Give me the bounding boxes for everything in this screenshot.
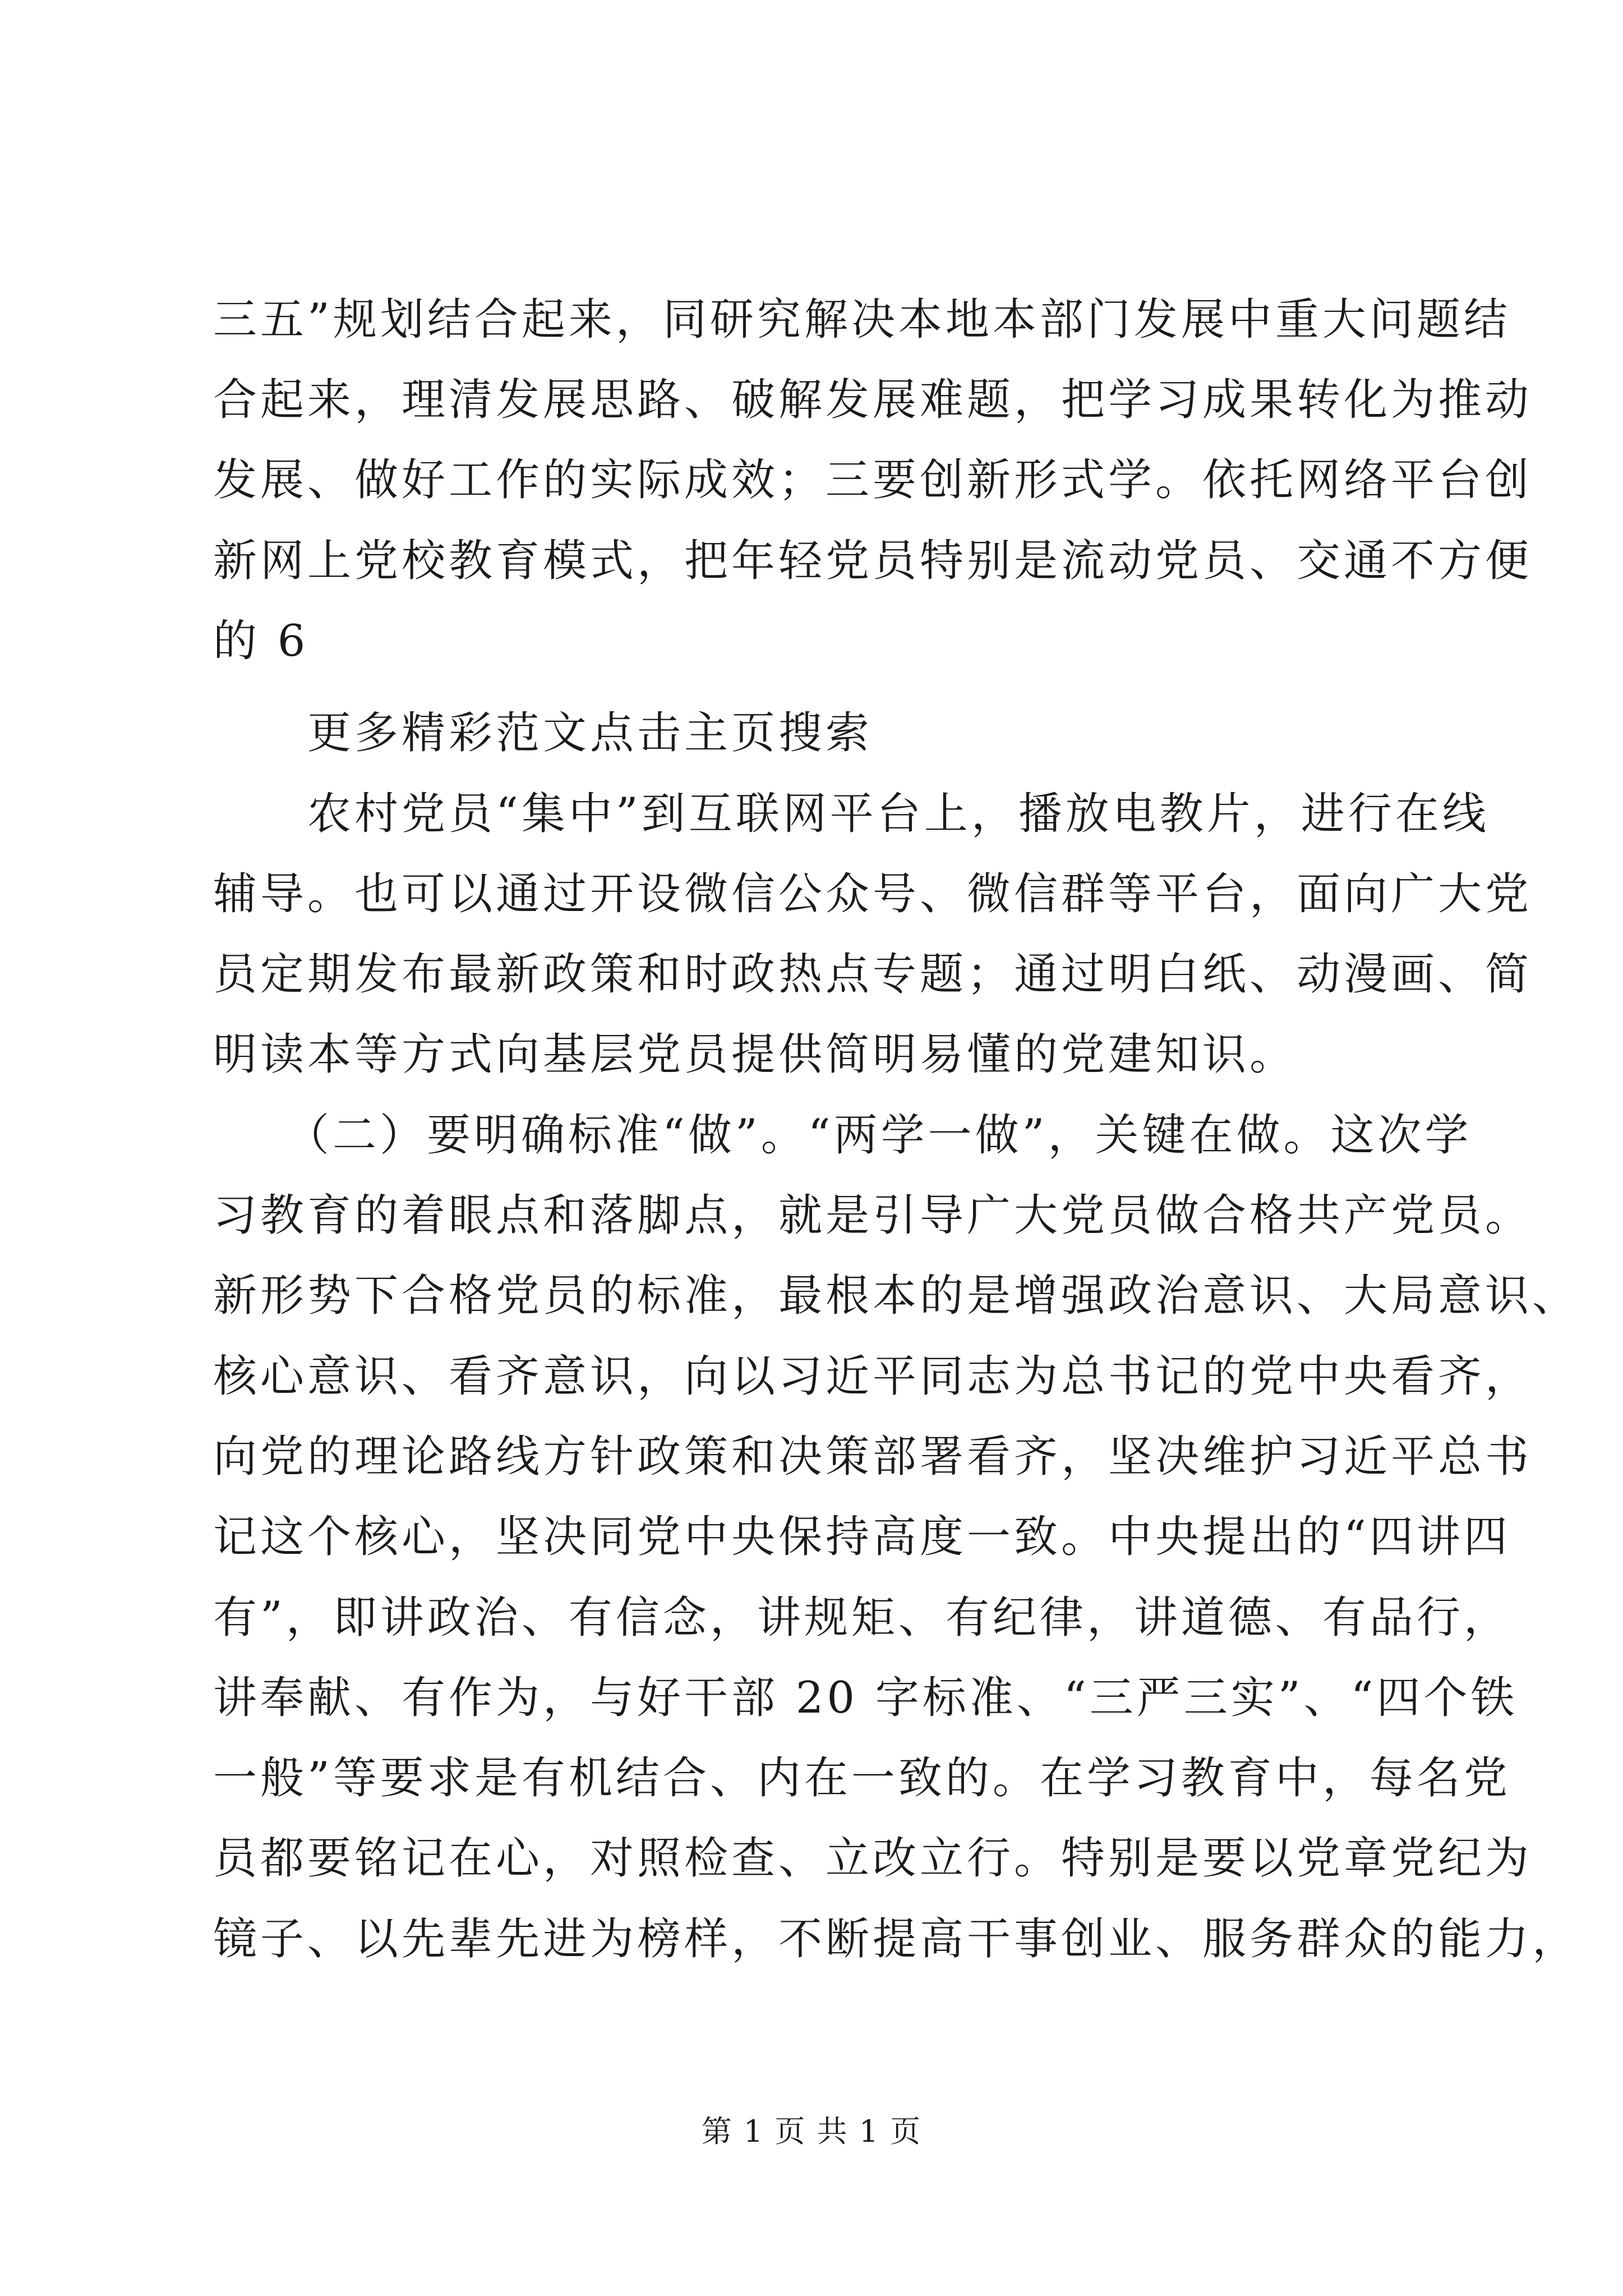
text-line: 习教育的着眼点和落脚点，就是引导广大党员做合格共产党员。 — [213, 1190, 1533, 1241]
text-line: 更多精彩范文点击主页搜索 — [213, 708, 873, 758]
text-line: 向党的理论路线方针政策和决策部署看齐，坚决维护习近平总书 — [213, 1432, 1533, 1482]
text-line: 一般”等要求是有机结合、内在一致的。在学习教育中，每名党 — [213, 1753, 1511, 1803]
text-line: 明读本等方式向基层党员提供简明易懂的党建知识。 — [213, 1029, 1297, 1080]
text-line: 记这个核心，坚决同党中央保持高度一致。中央提出的“四讲四 — [213, 1512, 1511, 1562]
text-line: 有”，即讲政治、有信念，讲规矩、有纪律，讲道德、有品行， — [213, 1593, 1511, 1643]
text-line: （二）要明确标准“做”。“两学一做”，关键在做。这次学 — [213, 1110, 1472, 1161]
text-line: 镜子、以先辈先进为榜样，不断提高干事创业、服务群众的能力， — [213, 1914, 1580, 1964]
text-line: 核心意识、看齐意识，向以习近平同志为总书记的党中央看齐， — [213, 1351, 1533, 1402]
text-line: 辅导。也可以通过开设微信公众号、微信群等平台，面向广大党 — [213, 869, 1533, 919]
text-line: 员定期发布最新政策和时政热点专题；通过明白纸、动漫画、简 — [213, 949, 1533, 1000]
page-number-footer: 第 1 页 共 1 页 — [701, 2114, 922, 2149]
text-line: 的 6 — [213, 616, 309, 666]
text-line: 农村党员“集中”到互联网平台上，播放电教片，进行在线 — [213, 789, 1490, 839]
text-line: 发展、做好工作的实际成效；三要创新形式学。依托网络平台创 — [213, 455, 1533, 505]
text-line: 讲奉献、有作为，与好干部 20 字标准、“三严三实”、“四个铁 — [213, 1673, 1518, 1723]
text-line: 新网上党校教育模式，把年轻党员特别是流动党员、交通不方便 — [213, 536, 1533, 586]
text-line: 三五”规划结合起来，同研究解决本地本部门发展中重大问题结 — [213, 295, 1511, 345]
text-line: 新形势下合格党员的标准，最根本的是增强政治意识、大局意识、 — [213, 1271, 1580, 1321]
text-line: 合起来，理清发展思路、破解发展难题，把学习成果转化为推动 — [213, 375, 1533, 425]
text-line: 员都要铭记在心，对照检查、立改立行。特别是要以党章党纪为 — [213, 1833, 1533, 1884]
